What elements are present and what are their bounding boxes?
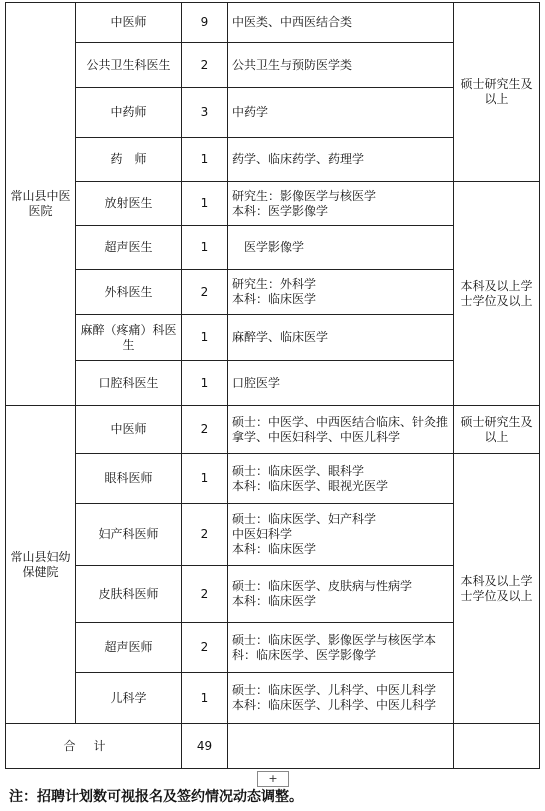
table-row [6, 454, 540, 504]
major-cell: 公共卫生与预防医学类 [228, 43, 454, 88]
count-cell: 2 [182, 566, 228, 623]
count-cell: 2 [182, 623, 228, 673]
post-cell: 眼科医师 [76, 454, 182, 504]
count-cell: 1 [182, 182, 228, 226]
total-empty-cell [228, 724, 454, 769]
post-cell: 超声医生 [76, 226, 182, 270]
post-cell: 中医师 [76, 406, 182, 454]
footnote: 注：招聘计划数可视报名及签约情况动态调整。 [9, 789, 303, 805]
count-cell: 2 [182, 406, 228, 454]
major-cell: 硕士：临床医学、妇产科学 中医妇科学 本科：临床医学 [228, 504, 454, 566]
count-cell: 9 [182, 3, 228, 43]
recruitment-table [5, 2, 540, 769]
count-cell: 3 [182, 88, 228, 138]
table-row [6, 182, 540, 226]
post-cell: 外科医生 [76, 270, 182, 315]
major-cell: 硕士：临床医学、皮肤病与性病学 本科：临床医学 [228, 566, 454, 623]
table-row [6, 406, 540, 454]
count-cell: 2 [182, 504, 228, 566]
unit-cell: 常山县妇幼保健院 [6, 406, 76, 724]
post-cell: 中药师 [76, 88, 182, 138]
total-empty-cell [454, 724, 540, 769]
major-cell: 硕士：临床医学、眼科学 本科：临床医学、眼视光医学 [228, 454, 454, 504]
unit-cell: 常山县中医医院 [6, 3, 76, 406]
major-cell: 中药学 [228, 88, 454, 138]
education-cell: 硕士研究生及以上 [454, 406, 540, 454]
education-cell: 硕士研究生及以上 [454, 3, 540, 182]
major-cell: 医学影像学 [228, 226, 454, 270]
count-cell: 1 [182, 226, 228, 270]
education-cell: 本科及以上学士学位及以上 [454, 454, 540, 724]
major-cell: 口腔医学 [228, 361, 454, 406]
major-cell: 麻醉学、临床医学 [228, 315, 454, 361]
education-cell: 本科及以上学士学位及以上 [454, 182, 540, 406]
total-label: 合计 [6, 724, 182, 769]
post-cell: 药 师 [76, 138, 182, 182]
major-cell: 硕士：中医学、中西医结合临床、针灸推拿学、中医妇科学、中医儿科学 [228, 406, 454, 454]
major-cell: 硕士：临床医学、儿科学、中医儿科学 本科：临床医学、儿科学、中医儿科学 [228, 673, 454, 724]
count-cell: 1 [182, 315, 228, 361]
major-cell: 研究生：影像医学与核医学 本科：医学影像学 [228, 182, 454, 226]
count-cell: 1 [182, 138, 228, 182]
count-cell: 1 [182, 454, 228, 504]
post-cell: 口腔科医生 [76, 361, 182, 406]
post-cell: 中医师 [76, 3, 182, 43]
post-cell: 儿科学 [76, 673, 182, 724]
major-cell: 药学、临床药学、药理学 [228, 138, 454, 182]
major-cell: 中医类、中西医结合类 [228, 3, 454, 43]
count-cell: 2 [182, 43, 228, 88]
post-cell: 皮肤科医师 [76, 566, 182, 623]
major-cell: 研究生：外科学 本科：临床医学 [228, 270, 454, 315]
count-cell: 1 [182, 361, 228, 406]
post-cell: 妇产科医师 [76, 504, 182, 566]
post-cell: 超声医师 [76, 623, 182, 673]
major-cell: 硕士：临床医学、影像医学与核医学本科：临床医学、医学影像学 [228, 623, 454, 673]
count-cell: 2 [182, 270, 228, 315]
post-cell: 放射医生 [76, 182, 182, 226]
total-count: 49 [182, 724, 228, 769]
table-row [6, 3, 540, 43]
count-cell: 1 [182, 673, 228, 724]
total-row [6, 724, 540, 769]
post-cell: 麻醉（疼痛）科医生 [76, 315, 182, 361]
add-button[interactable]: + [257, 771, 289, 787]
post-cell: 公共卫生科医生 [76, 43, 182, 88]
